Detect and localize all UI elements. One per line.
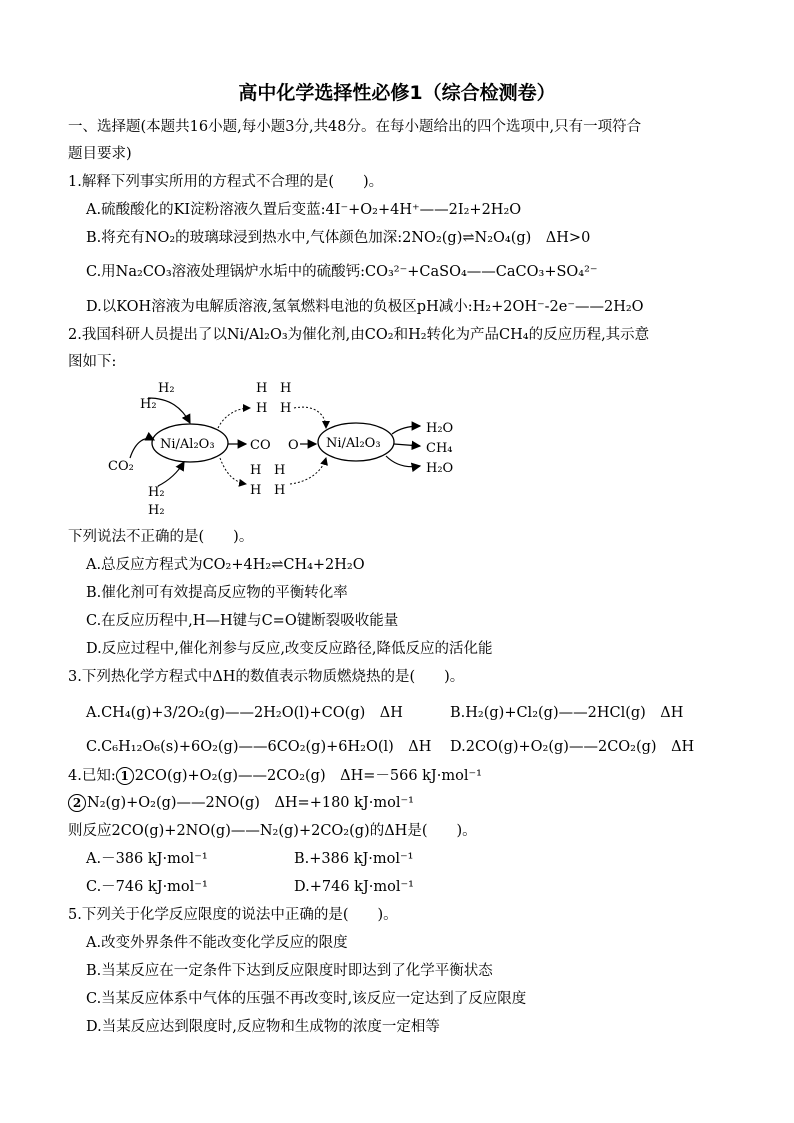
q2-option-a: A.总反应方程式为CO₂+4H₂⇌CH₄+2H₂O: [86, 557, 365, 573]
co-label: CO: [250, 438, 271, 453]
h2o-product-label: H₂O: [426, 461, 454, 476]
q3-stem: 3.下列热化学方程式中ΔH的数值表示物质燃烧热的是( )。: [68, 669, 465, 685]
q1-stem: 1.解释下列事实所用的方程式不合理的是( )。: [68, 174, 384, 190]
product-arrow: [392, 426, 420, 434]
h-atom: H: [280, 401, 292, 416]
q4-option-a: A.－386 kJ·mol⁻¹: [86, 851, 208, 867]
product-arrow: [386, 456, 420, 467]
h-transfer-arrow: [218, 408, 250, 428]
q4-equation-2: N₂(g)+O₂(g)——2NO(g) ΔH=+180 kJ·mol⁻¹: [87, 795, 414, 811]
equation-number-1: 1: [116, 767, 134, 785]
q2-option-d: D.反应过程中,催化剂参与反应,改变反应路径,降低反应的活化能: [86, 641, 493, 657]
page-title: 高中化学选择性必修1（综合检测卷）: [238, 82, 556, 104]
q2-option-c: C.在反应历程中,H—H键与C=O键断裂吸收能量: [86, 613, 399, 629]
q2-option-b: B.催化剂可有效提高反应物的平衡转化率: [86, 585, 348, 601]
h-atom: H: [256, 381, 268, 396]
q3-option-b: B.H₂(g)+Cl₂(g)——2HCl(g) ΔH: [450, 705, 684, 721]
co2-in-arrow: [130, 439, 154, 458]
q5-stem: 5.下列关于化学反应限度的说法中正确的是( )。: [68, 907, 398, 923]
q3-option-d: D.2CO(g)+O₂(g)——2CO₂(g) ΔH: [450, 739, 695, 755]
h-atom: H: [274, 463, 286, 478]
q4-option-d: D.+746 kJ·mol⁻¹: [294, 879, 414, 895]
q4-stem-line: [68, 766, 482, 786]
q2-stem-cont: 图如下:: [68, 354, 117, 370]
h2-bottom-sub-label: H₂: [148, 503, 165, 518]
q5-option-a: A.改变外界条件不能改变化学反应的限度: [86, 935, 348, 951]
q5-option-d: D.当某反应达到限度时,反应物和生成物的浓度一定相等: [86, 1019, 440, 1035]
h2-top-left-label: H₂: [140, 397, 157, 412]
reaction-mechanism-diagram: [100, 378, 480, 518]
q2-ask: 下列说法不正确的是( )。: [68, 529, 254, 545]
h-atom: H: [274, 483, 286, 498]
q1-option-d: D.以KOH溶液为电解质溶液,氢氧燃料电池的负极区pH减小:H₂+2OH⁻-2e⁻——2H₂O: [86, 299, 644, 315]
h2-top-label: H₂: [158, 381, 175, 396]
section-heading-cont: 题目要求): [68, 146, 132, 162]
catalyst-right-label: Ni/Al₂O₃: [326, 436, 381, 451]
equation-number-2: 2: [68, 794, 86, 812]
q1-option-a: A.硫酸酸化的KI淀粉溶液久置后变蓝:4I⁻+O₂+4H⁺——2I₂+2H₂O: [86, 202, 522, 218]
h-atom: H: [280, 381, 292, 396]
ch4-product-label: CH₄: [426, 441, 453, 456]
q1-option-c: C.用Na₂CO₃溶液处理锅炉水垢中的硫酸钙:CO₃²⁻+CaSO₄——CaCO₃+SO₄²⁻: [86, 264, 598, 280]
q4-ask: 则反应2CO(g)+2NO(g)——N₂(g)+2CO₂(g)的ΔH是( )。: [68, 823, 477, 839]
q4-stem: 4.已知:: [68, 768, 116, 784]
h-atom: H: [256, 401, 268, 416]
q3-option-a: A.CH₄(g)+3/2O₂(g)——2H₂O(l)+CO(g) ΔH: [86, 705, 403, 721]
q5-option-c: C.当某反应体系中气体的压强不再改变时,该反应一定达到了反应限度: [86, 991, 527, 1007]
q3-option-c: C.C₆H₁₂O₆(s)+6O₂(g)——6CO₂(g)+6H₂O(l) ΔH: [86, 739, 432, 755]
h2-bottom-label: H₂: [148, 485, 165, 500]
h2-bottom-in-arrow: [158, 462, 184, 486]
q4-equation-1: 2CO(g)+O₂(g)——2CO₂(g) ΔH=－566 kJ·mol⁻¹: [134, 768, 482, 784]
q4-option-b: B.+386 kJ·mol⁻¹: [294, 851, 414, 867]
q4-equation-2-line: [68, 793, 414, 813]
product-arrow: [394, 444, 420, 446]
h-atom: H: [250, 463, 262, 478]
h-transfer-arrow: [290, 458, 326, 484]
q2-stem: 2.我国科研人员提出了以Ni/Al₂O₃为催化剂,由CO₂和H₂转化为产品CH₄的反应历程,其示意: [68, 327, 650, 343]
section-heading: 一、选择题(本题共16小题,每小题3分,共48分。在每小题给出的四个选项中,只有一项符合: [68, 119, 642, 135]
h2o-product-label: H₂O: [426, 421, 454, 436]
co2-label: CO₂: [108, 459, 134, 474]
q1-option-b: B.将充有NO₂的玻璃球浸到热水中,气体颜色加深:2NO₂(g)⇌N₂O₄(g) ΔH>0: [86, 230, 591, 246]
q4-option-c: C.－746 kJ·mol⁻¹: [86, 879, 208, 895]
q5-option-b: B.当某反应在一定条件下达到反应限度时即达到了化学平衡状态: [86, 963, 493, 979]
o-label: O: [288, 438, 299, 453]
h-atom: H: [250, 483, 262, 498]
catalyst-left-label: Ni/Al₂O₃: [160, 437, 215, 452]
h-transfer-arrow: [220, 458, 246, 484]
h-transfer-arrow: [294, 407, 326, 428]
